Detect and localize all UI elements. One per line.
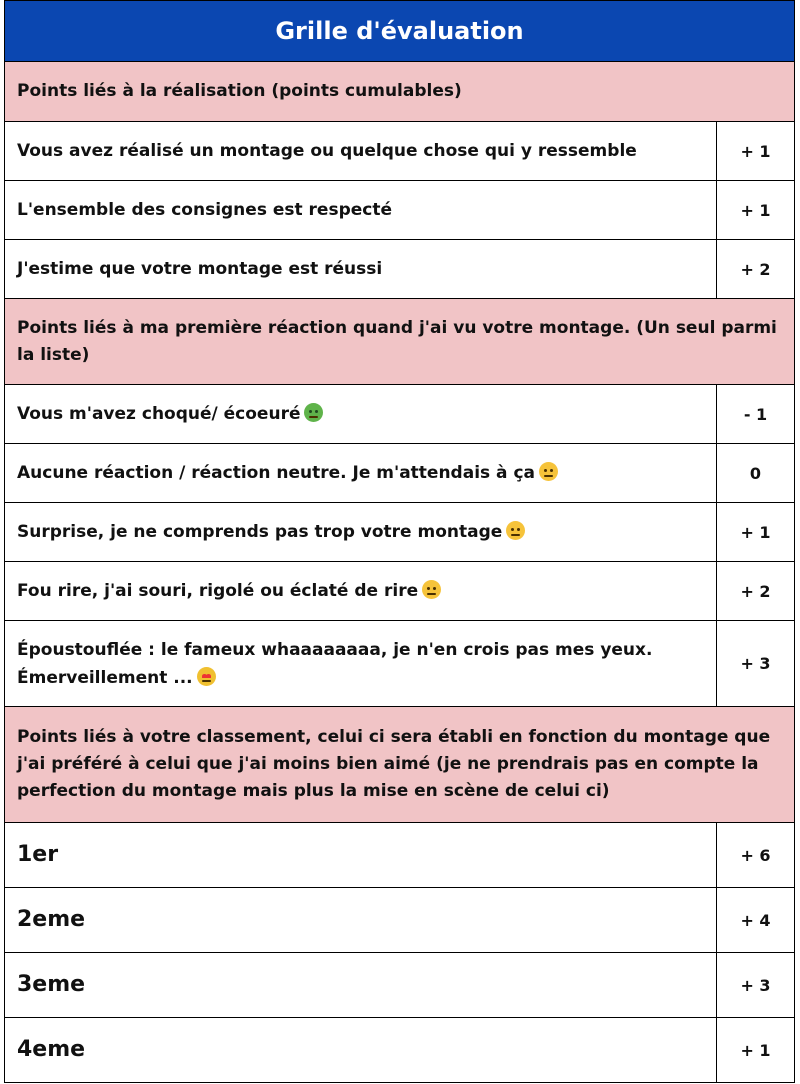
row-label: 3eme <box>5 953 717 1018</box>
row-label: J'estime que votre montage est réussi <box>5 240 717 299</box>
row-label: Époustouflée : le fameux whaaaaaaaa, je n'en crois pas mes yeux. Émerveillement ... <box>17 639 653 688</box>
row-points: + 4 <box>717 888 795 953</box>
star-struck-face-icon <box>197 667 216 686</box>
zipper-mouth-face-icon <box>539 462 558 481</box>
evaluation-grid <box>4 0 795 1083</box>
row-label-cell <box>5 385 717 444</box>
row-label: 4eme <box>5 1018 717 1083</box>
row-points: + 3 <box>717 953 795 1018</box>
row-label: Aucune réaction / réaction neutre. Je m'attendais à ça <box>17 463 535 483</box>
row-label: Vous m'avez choqué/ écoeuré <box>17 404 301 424</box>
monocle-face-icon <box>506 521 525 540</box>
row-points: + 1 <box>717 503 795 562</box>
row-points: - 1 <box>717 385 795 444</box>
row-label-cell <box>5 444 717 503</box>
row-points: + 1 <box>717 1018 795 1083</box>
section-heading-classement: Points liés à votre classement, celui ci sera établi en fonction du montage que j'ai préféré à celui que j'ai moins bien aimé (je ne prendrais pas en compte la perfection du montage mais plus la mise en scène de celui ci) <box>5 707 795 823</box>
grid-title: Grille d'évaluation <box>5 1 795 62</box>
row-label-cell <box>5 503 717 562</box>
row-label-cell <box>5 621 717 707</box>
row-label: 1er <box>5 823 717 888</box>
row-points: 0 <box>717 444 795 503</box>
row-points: + 3 <box>717 621 795 707</box>
row-label: Surprise, je ne comprends pas trop votre montage <box>17 522 503 542</box>
row-label: Fou rire, j'ai souri, rigolé ou éclaté de rire <box>17 581 419 601</box>
row-points: + 2 <box>717 240 795 299</box>
section-heading-realisation: Points liés à la réalisation (points cumulables) <box>5 62 795 122</box>
row-points: + 1 <box>717 181 795 240</box>
nauseated-face-icon <box>304 403 323 422</box>
row-label: L'ensemble des consignes est respecté <box>5 181 717 240</box>
row-label: 2eme <box>5 888 717 953</box>
row-points: + 2 <box>717 562 795 621</box>
tears-of-joy-face-icon <box>422 580 441 599</box>
row-points: + 1 <box>717 122 795 181</box>
row-points: + 6 <box>717 823 795 888</box>
section-heading-reaction: Points liés à ma première réaction quand j'ai vu votre montage. (Un seul parmi la liste) <box>5 299 795 385</box>
row-label: Vous avez réalisé un montage ou quelque chose qui y ressemble <box>5 122 717 181</box>
row-label-cell <box>5 562 717 621</box>
